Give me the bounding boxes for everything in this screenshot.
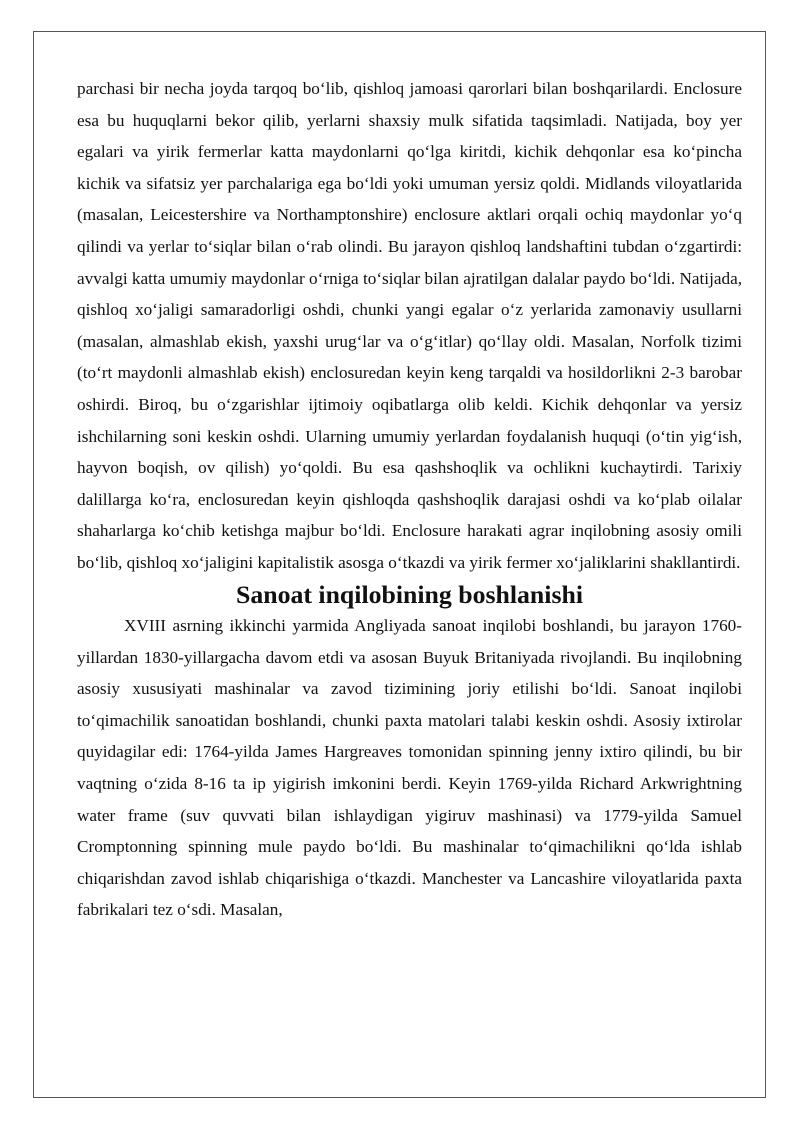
document-body xyxy=(77,73,742,926)
section-heading: Sanoat inqilobining boshlanishi xyxy=(235,579,583,609)
body-paragraph-enclosure: parchasi bir necha joyda tarqoq bo‘lib, qishloq jamoasi qarorlari bilan boshqarilardi. Enclosure esa bu huquqlarni bekor qilib, yerlarni shaxsiy mulk sifatida taqsimladi. Natijada, boy yer egalari va yirik fermerlar katta maydonlarni qo‘lga kiritdi, kichik dehqonlar esa ko‘pincha kichik va sifatsiz yer parchalariga ega bo‘ldi yoki umuman yersiz qoldi. Midlands viloyatlarida (masalan, Leicestershire va Northamptonshire) enclosure aktlari orqali ochiq maydonlar yo‘q qilindi va yerlar to‘siqlar bilan o‘rab olindi. Bu jarayon qishloq landshaftini tubdan o‘zgartirdi: avvalgi katta umumiy maydonlar o‘rniga to‘siqlar bilan ajratilgan dalalar paydo bo‘ldi. Natijada, qishloq xo‘jaligi samaradorligi oshdi, chunki yangi egalar o‘z yerlarida zamonaviy usullarni (masalan, almashlab ekish, yaxshi urug‘lar va o‘g‘itlar) qo‘llay oldi. Masalan, Norfolk tizimi (to‘rt maydonli almashlab ekish) enclosuredan keyin keng tarqaldi va hosildorlikni 2-3 barobar oshirdi. Biroq, bu o‘zgarishlar ijtimoiy oqibatlarga olib keldi. Kichik dehqonlar va yersiz ishchilarning soni keskin oshdi. Ularning umumiy yerlardan foydalanish huquqi (o‘tin yig‘ish, hayvon boqish, ov qilish) yo‘qoldi. Bu esa qashshoqlik va ochlikni kuchaytirdi. Tarixiy dalillarga ko‘ra, enclosuredan keyin qishloqda qashshoqlik darajasi oshdi va ko‘plab oilalar shaharlarga ko‘chib ketishga majbur bo‘ldi. Enclosure harakati agrar inqilobning asosiy omili bo‘lib, qishloq xo‘jaligini kapitalistik asosga o‘tkazdi va yirik fermer xo‘jaliklarini shakllantirdi. xyxy=(77,79,742,572)
body-paragraph-industrial-revolution: XVIII asrning ikkinchi yarmida Angliyada sanoat inqilobi boshlandi, bu jarayon 1760-yillardan 1830-yillargacha davom etdi va asosan Buyuk Britaniyada rivojlandi. Bu inqilobning asosiy xususiyati mashinalar va zavod tizimining joriy etilishi bo‘ldi. Sanoat inqilobi to‘qimachilik sanoatidan boshlandi, chunki paxta matolari talabi keskin oshdi. Asosiy ixtirolar quyidagilar edi: 1764-yilda James Hargreaves tomonidan spinning jenny ixtiro qilindi, bu bir vaqtning o‘zida 8-16 ta ip yigirish imkonini berdi. Keyin 1769-yilda Richard Arkwrightning water frame (suv quvvati bilan ishlaydigan yigiruv mashinasi) va 1779-yilda Samuel Cromptonning spinning mule paydo bo‘ldi. Bu mashinalar to‘qimachilikni qo‘lda ishlab chiqarishdan zavod ishlab chiqarishiga o‘tkazdi. Manchester va Lancashire viloyatlarida paxta fabrikalari tez o‘sdi. Masalan, xyxy=(77,616,742,920)
